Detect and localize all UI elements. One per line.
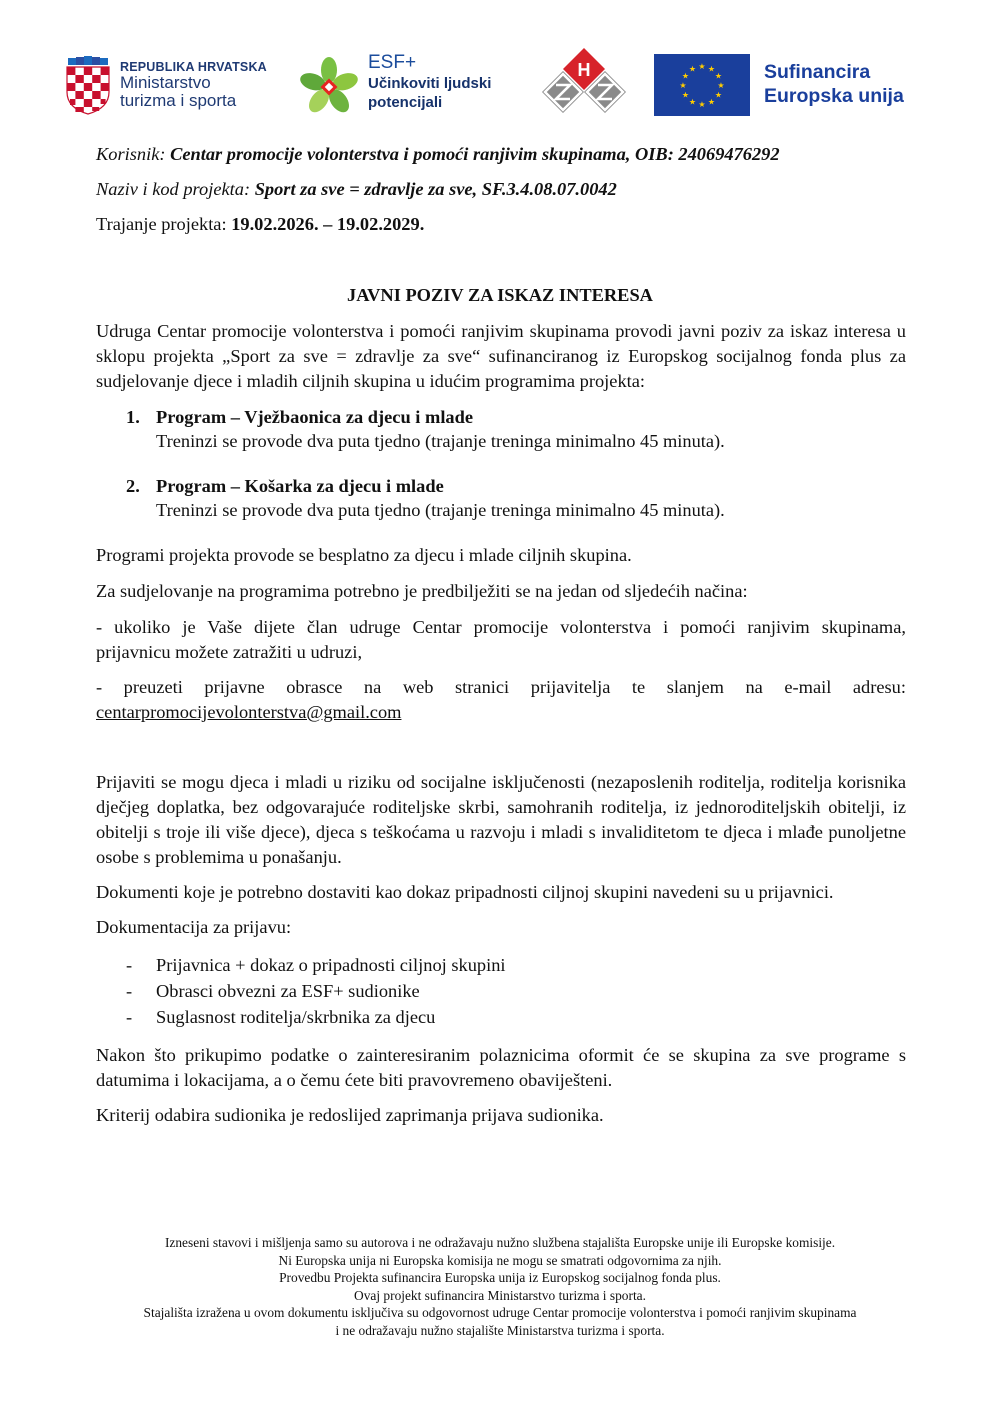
duration-line: [96, 214, 424, 235]
esf-logo-line3: potencijali: [368, 94, 443, 111]
eu-star-icon: ★: [679, 81, 687, 90]
eu-star-icon: ★: [714, 71, 723, 81]
eu-logo-line2: Europska unija: [764, 85, 904, 107]
free-note: Programi projekta provode se besplatno za djecu i mlade ciljnih skupina.: [96, 545, 632, 565]
option-member-line1: - ukoliko je Vaše dijete član udruge Centar promocije volonterstva i pomoći ranjivim skupinama,: [96, 617, 906, 637]
eu-star-icon: ★: [681, 90, 690, 100]
logo-row: [64, 46, 936, 122]
project-label: Naziv i kod projekta:: [96, 179, 251, 199]
documents-note: Dokumenti koje je potrebno dostaviti kao dokaz pripadnosti ciljnoj skupini navedeni su u prijavnici.: [96, 882, 834, 902]
email-link[interactable]: centarpromocijevolonterstva@gmail.com: [96, 702, 402, 722]
eu-star-icon: ★: [698, 62, 706, 71]
registration-intro: Za sudjelovanje na programima potrebno je predbilježiti se na jedan od sljedećih načina:: [96, 581, 748, 601]
option-web-line1: - preuzeti prijavne obrasce na web stranici prijavitelja te slanjem na e-mail adresu:: [96, 677, 906, 697]
eu-star-icon: ★: [688, 97, 697, 107]
eu-star-icon: ★: [681, 71, 690, 81]
list-dash: -: [126, 1007, 133, 1027]
eu-star-icon: ★: [698, 100, 706, 109]
ministry-logo-line3: turizma i sporta: [120, 91, 237, 110]
esf-logo-line1: ESF+: [368, 52, 417, 73]
group-note: Nakon što prikupimo podatke o zainteresiranim polaznicima oformit će se skupina za sve programe s datumima i lokacijama, a o čemu ćete biti pravovremeno obaviješteni.: [96, 1045, 906, 1090]
esf-logo: [298, 52, 528, 116]
page-title: JAVNI POZIV ZA ISKAZ INTERESA: [347, 285, 653, 305]
criteria-note: Kriterij odabira sudionika je redoslijed zaprimanja prijava sudionika.: [96, 1105, 604, 1125]
project-value: Sport za sve = zdravlje za sve, SF.3.4.08.07.0042: [254, 179, 617, 199]
svg-text:H: H: [577, 60, 591, 80]
ministry-logo-line1: REPUBLIKA HRVATSKA: [120, 60, 267, 74]
footer-line: Ni Europska unija ni Europska komisija ne mogu se smatrati odgovornima za njih.: [278, 1252, 722, 1268]
hzz-logo: [539, 46, 629, 122]
project-line: [96, 179, 617, 200]
option-member-line2: prijavnicu možete zatražiti u udruzi,: [96, 642, 363, 662]
eu-star-icon: ★: [707, 97, 716, 107]
ministry-logo: [64, 56, 296, 116]
program-description: Treninzi se provode dva puta tjedno (trajanje treninga minimalno 45 minuta).: [156, 500, 725, 520]
footer-line: Ovaj projekt sufinancira Ministarstvo turizma i sporta.: [354, 1287, 646, 1303]
list-item-text: Prijavnica + dokaz o pripadnosti ciljnoj skupini: [156, 955, 506, 975]
user-value: Centar promocije volonterstva i pomoći ranjivim skupinama, OIB: 24069476292: [170, 144, 780, 164]
program-description: Treninzi se provode dva puta tjedno (trajanje treninga minimalno 45 minuta).: [156, 431, 725, 451]
hzz-diamond-icon: [539, 46, 629, 122]
duration-label: Trajanje projekta:: [96, 214, 227, 234]
program-number: 1.: [126, 407, 140, 427]
duration-value: 19.02.2026. – 19.02.2029.: [231, 214, 425, 234]
intro-paragraph: Udruga Centar promocije volonterstva i pomoći ranjivim skupinama provodi javni poziv za iskaz interesa u sklopu projekta „Sport za sve = zdravlje za sve“ sufinanciranog iz Europskog socijalnog fonda plus za sudjelovanje djece i mladih ciljnih skupina u idućim programima projekta:: [96, 321, 906, 391]
eu-star-icon: ★: [717, 81, 725, 90]
disclaimer-footer: [60, 1234, 940, 1340]
esf-logo-line2: Učinkoviti ljudski: [368, 75, 492, 92]
eu-star-icon: ★: [714, 90, 723, 100]
footer-line: i ne odražavaju nužno stajalište Ministarstva turizma i sporta.: [335, 1322, 665, 1338]
eu-star-icon: ★: [688, 64, 697, 74]
croatian-coat-of-arms-icon: [64, 56, 112, 116]
documentation-heading: Dokumentacija za prijavu:: [96, 917, 292, 937]
list-dash: -: [126, 955, 133, 975]
eligibility-paragraph: Prijaviti se mogu djeca i mladi u riziku od socijalne isključenosti (nezaposlenih roditelja, roditelja korisnika dječjeg doplatka, bez odgovarajuće roditeljske skrbi, samohranih roditelja, iz jednoroditeljskih obitelji, iz obitelji s troje ili više djece), djeca s teškoćama u razvoju i mladi s invaliditetom te djeca i mlađe punoljetne osobe s problemima u ponašanju.: [96, 772, 906, 867]
list-item-text: Obrasci obvezni za ESF+ sudionike: [156, 981, 420, 1001]
email-line: [96, 700, 906, 725]
footer-line: Provedbu Projekta sufinancira Europska unija iz Europskog socijalnog fonda plus.: [279, 1270, 721, 1286]
footer-line: Stajališta izražena u ovom dokumentu isključiva su odgovornost udruge Centar promocije volonterstva i pomoći ranjivim skupinama: [143, 1305, 857, 1321]
program-title: Program – Vježbaonica za djecu i mlade: [156, 407, 474, 427]
ministry-logo-line2: Ministarstvo: [120, 73, 211, 92]
esf-flower-icon: [298, 56, 360, 118]
user-label: Korisnik:: [96, 144, 166, 164]
program-number: 2.: [126, 476, 140, 496]
user-line: [96, 144, 780, 165]
list-item-text: Suglasnost roditelja/skrbnika za djecu: [156, 1007, 436, 1027]
footer-line: Izneseni stavovi i mišljenja samo su autorova i ne odražavaju nužno službena stajališta Europske unije ili Europske komisije.: [164, 1235, 836, 1250]
list-dash: -: [126, 981, 133, 1001]
eu-star-icon: ★: [707, 64, 716, 74]
eu-logo: [654, 54, 936, 116]
eu-flag-icon: [654, 54, 750, 116]
eu-logo-line1: Sufinancira: [764, 61, 871, 83]
program-title: Program – Košarka za djecu i mlade: [156, 476, 444, 496]
